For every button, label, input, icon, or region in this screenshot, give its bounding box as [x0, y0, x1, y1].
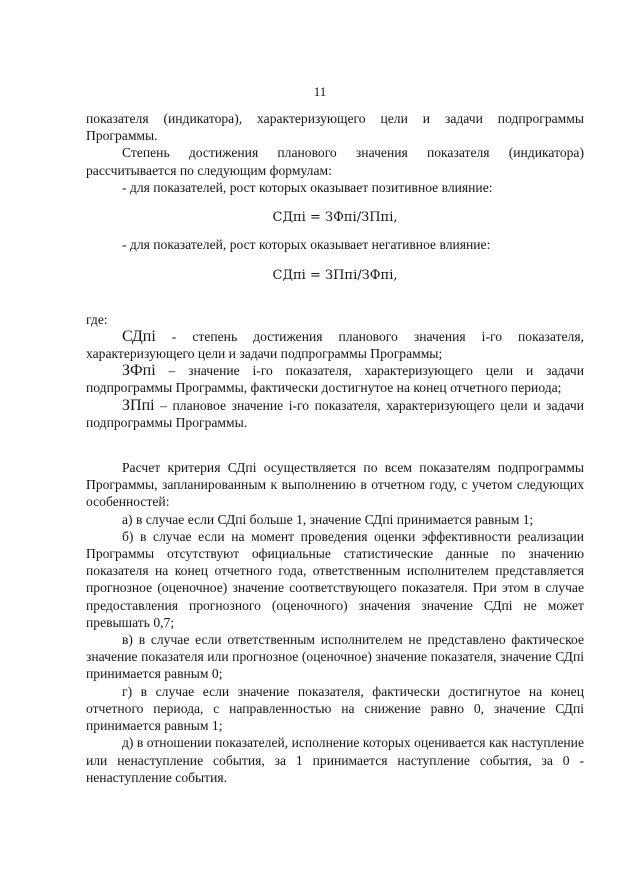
document-body — [86, 110, 584, 786]
paragraph-positive-case: - для показателей, рост которых оказывает позитивное влияние: — [122, 179, 493, 195]
list-item-v: в) в случае если ответственным исполнителем не представлено фактическое значение показателя или прогнозное (оценочное) значение показателя, значение СДпi принимается равным 0; — [86, 632, 584, 682]
list-item-g: г) в случае если значение показателя, фактически достигнутое на конец отчетного периода, с направленностью на снижение равно 0, значение СДпi принимается равным 1; — [86, 683, 584, 734]
spacer — [86, 295, 584, 311]
paragraph-formula-intro: Степень достижения планового значения показателя (индикатора) рассчитывается по следующим формулам: — [86, 145, 584, 178]
formula-positive: СДпi = ЗФпi/ЗПпi, — [272, 210, 398, 226]
page-number: 11 — [313, 84, 327, 99]
definition-text: - степень достижения планового значения i-го показателя, характеризующего цели и задачи подпрограммы Программы; — [86, 328, 584, 362]
definition-term: ЗФпi — [122, 362, 156, 380]
definition-zp — [86, 397, 584, 431]
definition-term: ЗПпi — [122, 396, 155, 414]
definition-sd — [86, 328, 584, 362]
paragraph-criteria: Расчет критерия СДпi осуществляется по всем показателям подпрограммы Программы, запланированным к выполнению в отчетном году, с учетом следующих особенностей: — [86, 460, 584, 510]
list-item-b: б) в случае если на момент проведения оценки эффективности реализации Программы отсутствуют официальные статистические данные по значению показателя на конец отчетного года, ответственным исполнителем представляется прогнозное (оценочное) значение соответствующего показателя. При этом в случае предоставления прогнозного (оценочного) значения значение СДпi не может превышать 0,7; — [86, 528, 584, 630]
definition-text: – значение i-го показателя, характеризующего цели и задачи подпрограммы Программы, фактически достигнутое на конец отчетного периода; — [86, 363, 584, 396]
formula-negative: СДпi = ЗПпi/ЗФпi, — [272, 268, 398, 284]
paragraph-negative-case: - для показателей, рост которых оказывает негативное влияние: — [122, 237, 491, 253]
definition-text: – плановое значение i-го показателя, характеризующего цели и задачи подпрограммы Программы. — [86, 397, 584, 430]
list-item-d: д) в отношении показателей, исполнение которых оценивается как наступление или ненаступление события, за 1 принимается наступление события, за 0 - ненаступление события. — [86, 735, 584, 785]
spacer — [86, 431, 584, 459]
definition-term: СДпi — [122, 327, 156, 345]
where-label: где: — [86, 311, 108, 327]
paragraph-continuation: показателя (индикатора), характеризующего цели и задачи подпрограммы Программы. — [86, 111, 584, 144]
definition-zf — [86, 362, 584, 396]
list-item-a: а) в случае если СДпi больше 1, значение СДпi принимается равным 1; — [122, 511, 534, 527]
